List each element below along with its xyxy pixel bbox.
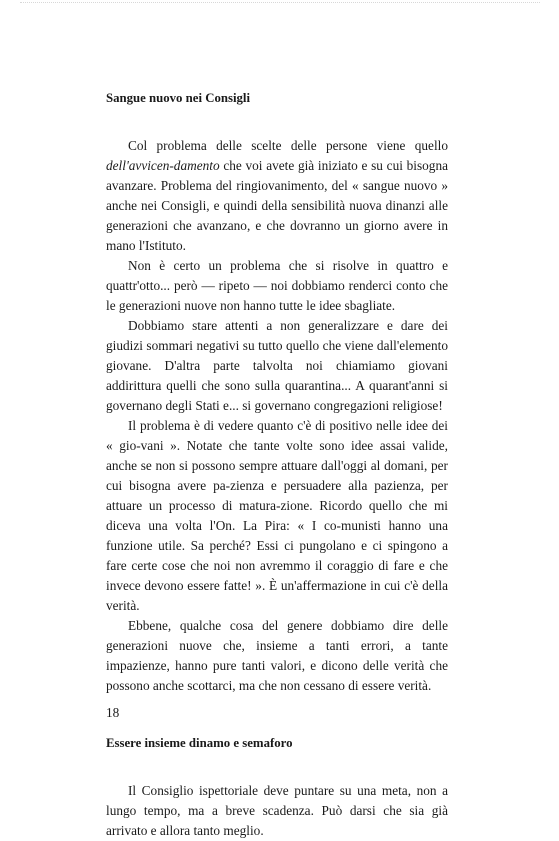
section-heading-dinamo-semaforo: Essere insieme dinamo e semaforo: [106, 736, 293, 750]
scan-edge-marks: [20, 2, 540, 7]
paragraph-3: Dobbiamo stare attenti a non generalizzare e dare dei giudizi sommari negativi su tutto quello che viene dall'elemento giovane. D'altra parte talvolta noi chiamiamo giovani addirittura quelli che sono sulla quarantina... A quarant'anni si governano degli Stati e... si governano congregazioni religiose!: [106, 318, 448, 413]
paragraph-1-italic: dell'avvicen-damento: [106, 158, 220, 173]
paragraph-6: Il Consiglio ispettoriale deve puntare su una meta, non a lungo tempo, ma a breve scadenza. Può darsi che sia già arrivato e allora tanto meglio.: [106, 783, 448, 838]
paragraph-4: Il problema è di vedere quanto c'è di positivo nelle idee dei « gio-vani ». Notate che tante volte sono idee assai valide, anche se non si possono sempre attuare dall'oggi al domani, per cui bisogna avere pa-zienza e persuadere alla pazienza, per attuare un processo di matura-zione. Ricordo quello che mi diceva una volta l'On. La Pira: « I co-munisti hanno una funzione utile. Sa perché? Essi ci pungolano e ci spingono a fare certe cose che noi non avremmo il coraggio di fare e che invece devono essere fatte! ». È un'affermazione in cui c'è della verità.: [106, 418, 448, 613]
page-number: 18: [106, 705, 120, 720]
paragraph-1: [106, 136, 448, 256]
paragraph-2: Non è certo un problema che si risolve in quattro e quattr'otto... però — ripeto — noi dobbiamo renderci conto che le generazioni nuove non hanno tutte le idee sbagliate.: [106, 258, 448, 313]
paragraph-1-text-cont: che voi avete già iniziato e su cui bisogna avanzare. Problema del ringiovanimento, del « sangue nuovo » anche nei Consigli, e quindi della sensibilità nuova dinanzi alle generazioni che avanzano, e che dovranno un giorno avere in mano l'Istituto.: [106, 158, 448, 253]
page-body: [106, 88, 448, 841]
paragraph-5: Ebbene, qualche cosa del genere dobbiamo dire delle generazioni nuove che, insieme a tanti errori, a tante impazienze, hanno pure tanti valori, e dicono delle verità che possono anche scottarci, ma che non cessano di essere verità.: [106, 618, 448, 693]
paragraph-1-text: Col problema delle scelte delle persone viene quello: [128, 138, 448, 153]
section-heading-sangue-nuovo: Sangue nuovo nei Consigli: [106, 91, 251, 105]
